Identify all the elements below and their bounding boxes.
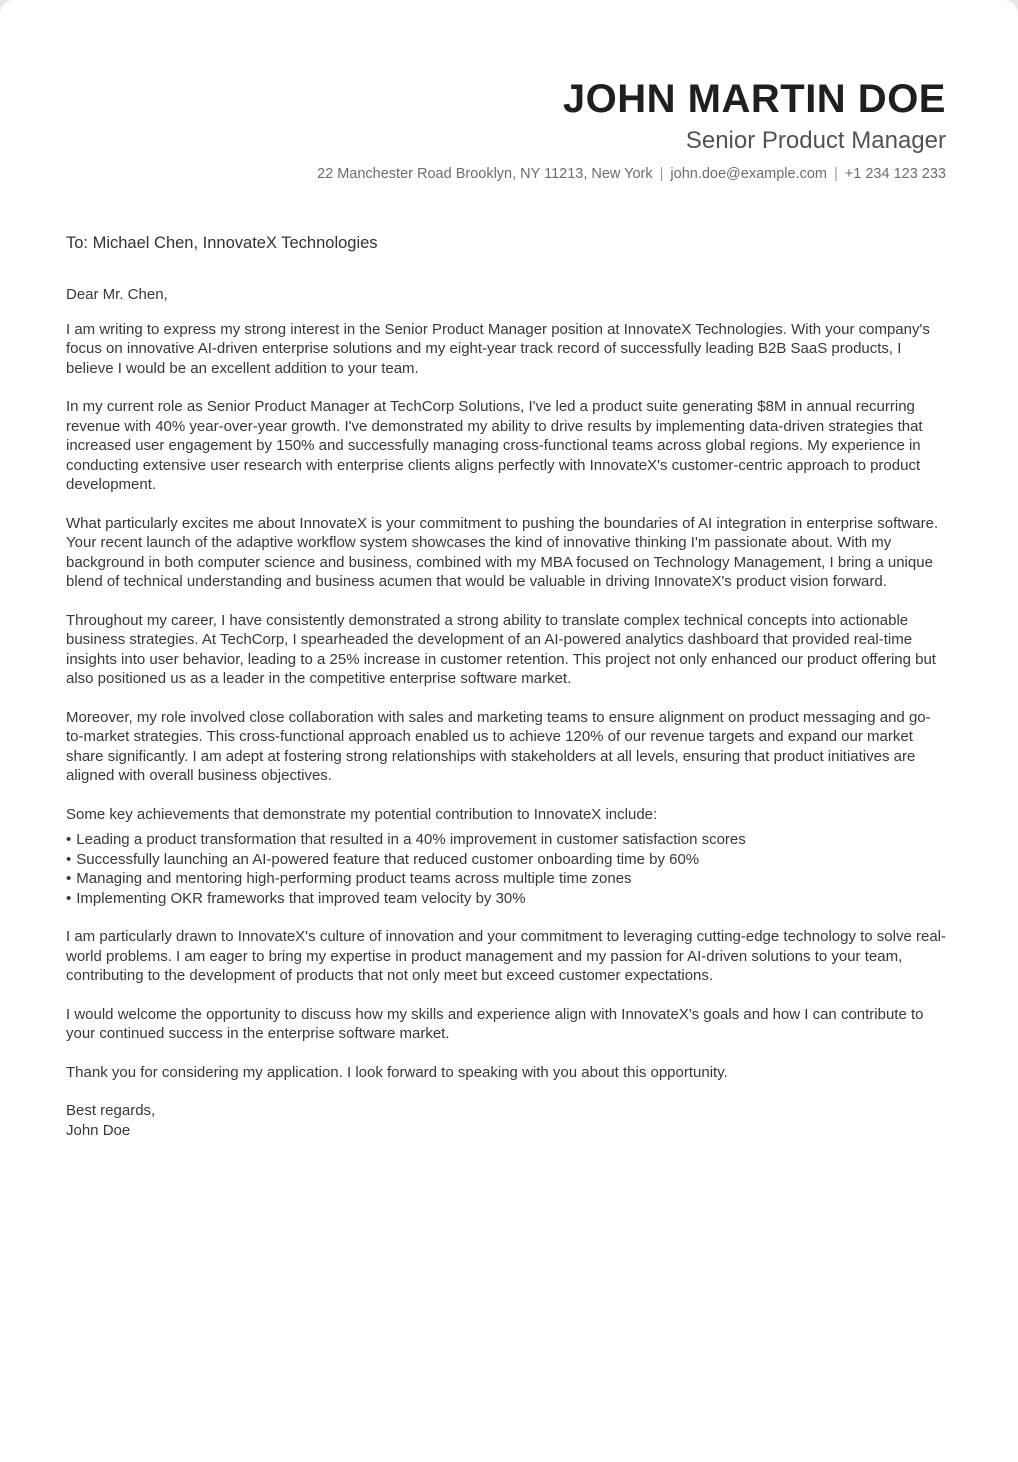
paragraph: I am particularly drawn to InnovateX's culture of innovation and your commitment to leveraging cutting-edge technology to solve real-world problems. I am eager to bring my expertise in product management and my passion for AI-driven solutions to your team, contributing to the development of products that not only meet but exceed customer expectations. xyxy=(66,928,946,984)
contact-separator: | xyxy=(659,166,664,182)
bullet-text: Successfully launching an AI-powered feature that reduced customer onboarding time by 60% xyxy=(76,850,700,868)
achievements-intro: Some key achievements that demonstrate my potential contribution to InnovateX include: xyxy=(66,805,658,823)
paragraph: Throughout my career, I have consistently demonstrated a strong ability to translate complex technical concepts into actionable business strategies. At TechCorp, I spearheaded the development of an AI-powered analytics dashboard that provided real-time insights into user behavior, leading to a 25% increase in customer retention. This project not only enhanced our product offering but also positioned us as a leader in the competitive enterprise software market. xyxy=(66,611,936,687)
bullet-text: Leading a product transformation that resulted in a 40% improvement in customer satisfaction scores xyxy=(76,831,746,848)
signature: John Doe xyxy=(66,1121,131,1139)
signoff: Best regards, xyxy=(66,1102,156,1119)
contact-address: 22 Manchester Road Brooklyn, NY 11213, New York xyxy=(317,166,653,182)
paragraph: Thank you for considering my application. I look forward to speaking with you about this opportunity. xyxy=(66,1063,728,1081)
paragraph: What particularly excites me about InnovateX is your commitment to pushing the boundaries of AI integration in enterprise software. Your recent launch of the adaptive workflow system showcases the kind of innovative thinking I'm passionate about. With my background in both computer science and business, combined with my MBA focused on Technology Management, I bring a unique blend of technical understanding and business acumen that would be valuable in driving InnovateX's product vision forward. xyxy=(66,514,939,590)
paragraph: Moreover, my role involved close collaboration with sales and marketing teams to ensure alignment on product messaging and go-to-market strategies. This cross-functional approach enabled us to achieve 120% of our revenue targets and expand our market share significantly. I am adept at fostering strong relationships with stakeholders at all levels, ensuring that product initiatives are aligned with overall business objectives. xyxy=(66,708,931,784)
author-name: JOHN MARTIN DOE xyxy=(562,77,946,121)
bullet-icon: • xyxy=(66,889,72,907)
letter-body xyxy=(0,233,1018,1140)
bullet-text: Implementing OKR frameworks that improved team velocity by 30% xyxy=(76,889,526,907)
list-item xyxy=(66,850,946,870)
list-item xyxy=(66,889,946,909)
contact-separator: | xyxy=(834,166,838,182)
list-item xyxy=(66,830,946,850)
signoff-block xyxy=(66,1101,946,1140)
contact-email: john.doe@example.com xyxy=(670,166,828,182)
bullet-text: Managing and mentoring high-performing product teams across multiple time zones xyxy=(76,870,632,887)
paragraph: I would welcome the opportunity to discuss how my skills and experience align with InnovateX's goals and how I can contribute to your continued success in the enterprise software market. xyxy=(66,1005,924,1042)
author-job-title: Senior Product Manager xyxy=(685,127,946,154)
achievements-section xyxy=(66,805,946,909)
bullet-icon: • xyxy=(66,831,72,848)
salutation: Dear Mr. Chen, xyxy=(66,286,168,303)
paragraph: In my current role as Senior Product Manager at TechCorp Solutions, I've led a product suite generating $8M in annual recurring revenue with 40% year-over-year growth. I've demonstrated my ability to drive results by implementing data-driven strategies that increased user engagement by 150% and successfully managing cross-functional teams across global regions. My experience in conducting extensive user research with enterprise clients aligns perfectly with InnovateX's customer-centric approach to product development. xyxy=(66,398,923,493)
bullet-icon: • xyxy=(66,850,72,868)
bullet-icon: • xyxy=(66,870,72,887)
list-item xyxy=(66,869,946,889)
paragraph: I am writing to express my strong interest in the Senior Product Manager position at InnovateX Technologies. With your company's focus on innovative AI-driven enterprise solutions and my eight-year track record of successfully leading B2B SaaS products, I believe I would be an excellent addition to your team. xyxy=(66,320,930,377)
letter-header xyxy=(0,0,1018,183)
contact-phone: +1 234 123 233 xyxy=(844,166,946,182)
contact-line xyxy=(66,166,946,183)
recipient-line: To: Michael Chen, InnovateX Technologies xyxy=(66,234,378,252)
